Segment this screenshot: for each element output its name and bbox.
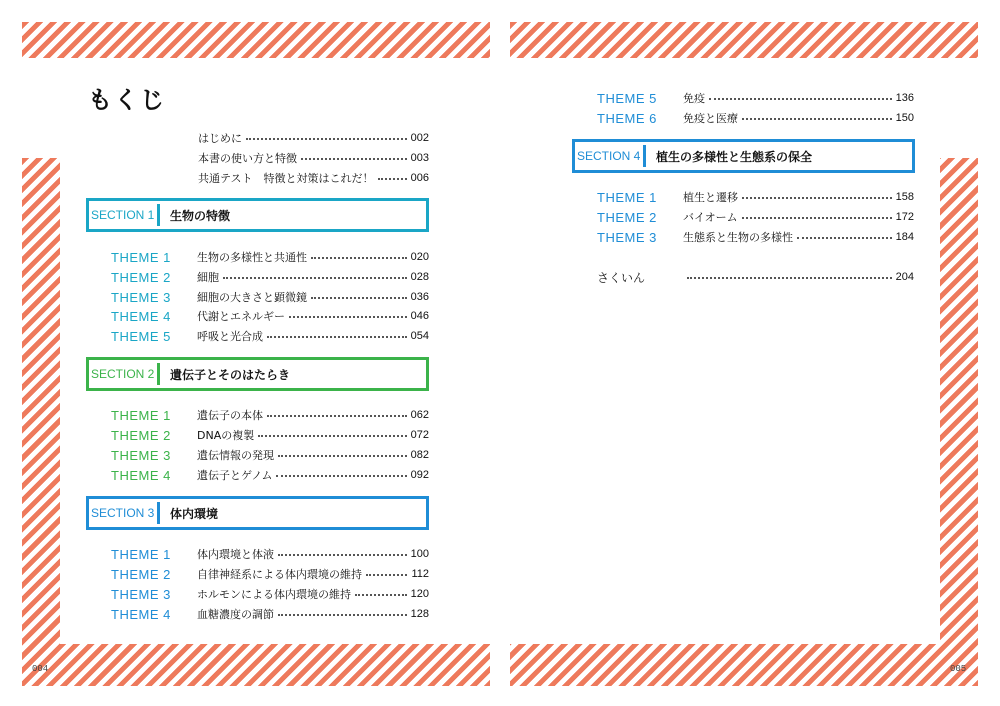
entry-title: DNAの複製 bbox=[197, 429, 255, 442]
toc-entry-s1-t2[interactable] bbox=[111, 268, 429, 286]
toc-entry-s2-t4[interactable] bbox=[111, 466, 429, 484]
theme-label: THEME 2 bbox=[111, 566, 171, 582]
toc-entry-s1-t1[interactable] bbox=[111, 248, 429, 266]
entry-title: さくいん bbox=[597, 270, 646, 285]
toc-entry-s3-t6[interactable] bbox=[597, 109, 914, 127]
entry-page: 092 bbox=[410, 469, 429, 481]
toc-entry-intro[interactable] bbox=[198, 129, 429, 147]
toc-entry-s1-t3[interactable] bbox=[111, 288, 429, 306]
section-1-header[interactable] bbox=[86, 198, 429, 232]
entry-title: 遺伝情報の発現 bbox=[197, 449, 274, 462]
entry-page: 062 bbox=[410, 409, 429, 421]
entry-page: 204 bbox=[895, 271, 914, 283]
entry-page: 172 bbox=[895, 211, 914, 223]
entry-title: 免疫と医療 bbox=[683, 112, 738, 125]
entry-title: 血糖濃度の調節 bbox=[197, 608, 274, 621]
entry-page: 100 bbox=[410, 548, 429, 560]
toc-entry-common-test[interactable] bbox=[198, 169, 429, 187]
entry-title: 生物の多様性と共通性 bbox=[197, 251, 307, 264]
entry-page: 150 bbox=[895, 112, 914, 124]
entry-title: 植生と遷移 bbox=[683, 191, 738, 204]
toc-entry-s3-t5[interactable] bbox=[597, 89, 914, 107]
theme-label: THEME 5 bbox=[111, 328, 171, 344]
toc-entry-s3-t3[interactable] bbox=[111, 585, 429, 603]
entry-title: 呼吸と光合成 bbox=[197, 330, 263, 343]
entry-page: 003 bbox=[410, 152, 429, 164]
entry-title: 遺伝子とゲノム bbox=[197, 469, 273, 482]
section-label: SECTION 3 bbox=[91, 506, 155, 520]
right-top-stripe bbox=[510, 22, 978, 58]
section-label: SECTION 2 bbox=[91, 367, 155, 381]
theme-label: THEME 1 bbox=[111, 249, 171, 265]
toc-entry-s4-t1[interactable] bbox=[597, 188, 914, 206]
entry-title: はじめに bbox=[198, 132, 242, 145]
entry-title: 代謝とエネルギー bbox=[197, 310, 285, 323]
theme-label: THEME 4 bbox=[111, 467, 171, 483]
entry-page: 120 bbox=[410, 588, 429, 600]
toc-entry-s4-t3[interactable] bbox=[597, 228, 914, 246]
folio-left: 004 bbox=[32, 664, 49, 674]
entry-page: 054 bbox=[410, 330, 429, 342]
page-title: もくじ bbox=[88, 86, 166, 114]
theme-label: THEME 2 bbox=[597, 209, 657, 225]
entry-page: 158 bbox=[895, 191, 914, 203]
entry-title: 細胞の大きさと顕微鏡 bbox=[197, 291, 307, 304]
section-3-header[interactable] bbox=[86, 496, 429, 530]
theme-label: THEME 6 bbox=[597, 110, 657, 126]
theme-label: THEME 5 bbox=[597, 90, 657, 106]
entry-page: 002 bbox=[410, 132, 429, 144]
entry-title: 自律神経系による体内環境の維持 bbox=[197, 568, 362, 581]
theme-label: THEME 1 bbox=[111, 407, 171, 423]
entry-page: 036 bbox=[410, 291, 429, 303]
section-label: SECTION 1 bbox=[91, 208, 155, 222]
entry-page: 112 bbox=[411, 568, 429, 580]
theme-label: THEME 3 bbox=[597, 229, 657, 245]
theme-label: THEME 4 bbox=[111, 606, 171, 622]
theme-label: THEME 2 bbox=[111, 269, 171, 285]
entry-page: 128 bbox=[410, 608, 429, 620]
section-title: 遺伝子とそのはたらき bbox=[170, 367, 291, 382]
entry-title: ホルモンによる体内環境の維持 bbox=[197, 588, 351, 601]
entry-page: 184 bbox=[895, 231, 914, 243]
theme-label: THEME 3 bbox=[111, 586, 171, 602]
entry-title: 体内環境と体液 bbox=[197, 548, 274, 561]
entry-page: 006 bbox=[410, 172, 429, 184]
toc-entry-s1-t4[interactable] bbox=[111, 307, 429, 325]
toc-entry-s2-t3[interactable] bbox=[111, 446, 429, 464]
theme-label: THEME 3 bbox=[111, 289, 171, 305]
toc-entry-index[interactable] bbox=[597, 268, 914, 286]
entry-title: 共通テスト 特徴と対策はこれだ！ bbox=[198, 172, 374, 185]
folio-right: 005 bbox=[950, 664, 967, 674]
entry-page: 082 bbox=[410, 449, 429, 461]
section-4-header[interactable] bbox=[572, 139, 915, 173]
section-title: 生物の特徴 bbox=[170, 208, 231, 223]
toc-entry-how-to-use[interactable] bbox=[198, 149, 429, 167]
toc-entry-s2-t2[interactable] bbox=[111, 426, 429, 444]
theme-label: THEME 3 bbox=[111, 447, 171, 463]
section-title: 体内環境 bbox=[170, 506, 219, 521]
entry-page: 046 bbox=[410, 310, 429, 322]
entry-page: 136 bbox=[895, 92, 914, 104]
toc-entry-s3-t4[interactable] bbox=[111, 605, 429, 623]
toc-entry-s3-t1[interactable] bbox=[111, 545, 429, 563]
theme-label: THEME 1 bbox=[597, 189, 657, 205]
entry-title: 免疫 bbox=[683, 92, 705, 105]
entry-page: 028 bbox=[410, 271, 429, 283]
toc-entry-s2-t1[interactable] bbox=[111, 406, 429, 424]
entry-title: バイオーム bbox=[683, 211, 738, 224]
section-2-header[interactable] bbox=[86, 357, 429, 391]
toc-entry-s1-t5[interactable] bbox=[111, 327, 429, 345]
theme-label: THEME 1 bbox=[111, 546, 171, 562]
toc-entry-s3-t2[interactable] bbox=[111, 565, 429, 583]
entry-title: 細胞 bbox=[197, 271, 219, 284]
toc-entry-s4-t2[interactable] bbox=[597, 208, 914, 226]
entry-title: 生態系と生物の多様性 bbox=[683, 231, 793, 244]
entry-page: 072 bbox=[410, 429, 429, 441]
entry-page: 020 bbox=[410, 251, 429, 263]
entry-title: 本書の使い方と特徴 bbox=[198, 152, 297, 165]
section-title: 植生の多様性と生態系の保全 bbox=[656, 149, 813, 164]
theme-label: THEME 2 bbox=[111, 427, 171, 443]
left-top-stripe bbox=[22, 22, 490, 58]
theme-label: THEME 4 bbox=[111, 308, 171, 324]
section-label: SECTION 4 bbox=[577, 149, 641, 163]
entry-title: 遺伝子の本体 bbox=[197, 409, 263, 422]
